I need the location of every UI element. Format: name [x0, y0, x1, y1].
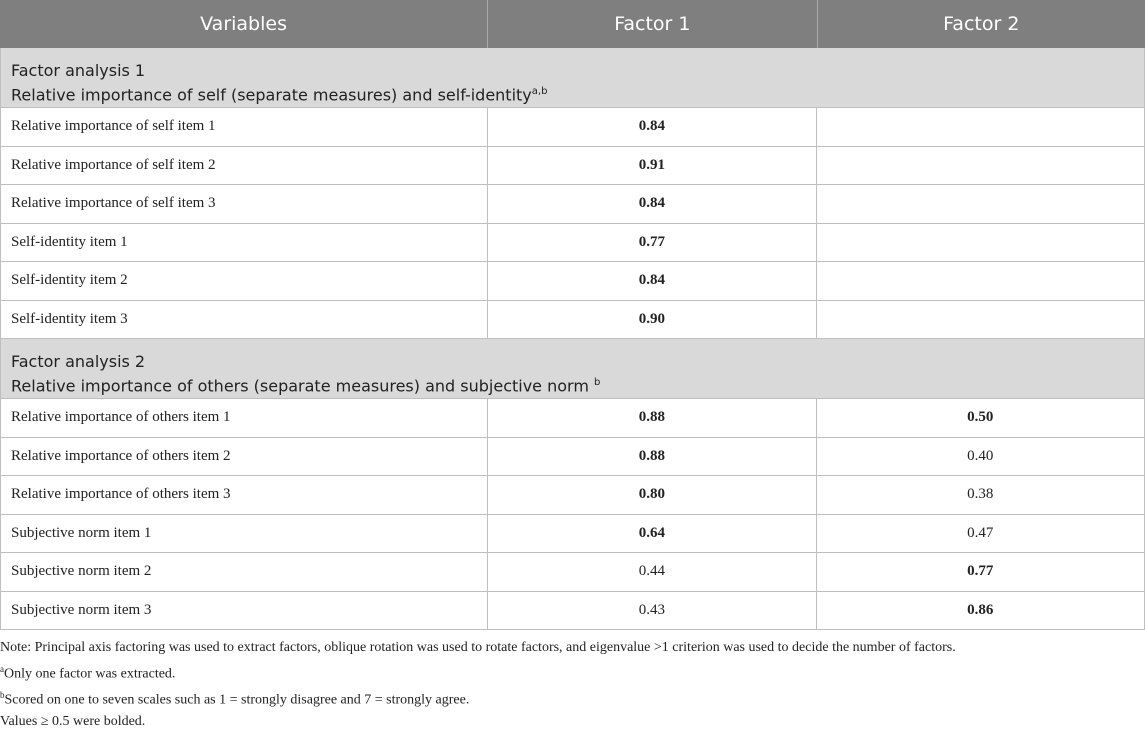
table-row	[0, 147, 1145, 186]
section-subtitle-footnote: b	[594, 377, 601, 388]
row-label: Relative importance of others item 3	[1, 476, 488, 514]
section-subtitle	[11, 81, 1144, 105]
factor-2-value	[817, 224, 1144, 262]
factor-1-value: 0.44	[488, 553, 816, 591]
factor-1-value: 0.43	[488, 592, 816, 630]
factor-2-value: 0.50	[967, 409, 994, 426]
factor-1-value: 0.80	[488, 476, 816, 514]
header-factor-2: Factor 2	[943, 13, 1020, 35]
table-header	[0, 0, 1145, 48]
section-title: Factor analysis 2	[11, 352, 146, 371]
factor-2-value	[817, 185, 1144, 223]
note-a-marker: a	[0, 663, 4, 674]
factor-1-value: 0.88	[488, 438, 816, 476]
note-main: Note: Principal axis factoring was used to extract factors, oblique rotation was used to rotate factors, and eigenvalue >1 criterion was used to decide the number of factors.	[0, 640, 956, 655]
note-b-marker: b	[0, 689, 5, 700]
section-subtitle-footnote: a,b	[531, 86, 548, 97]
row-label: Relative importance of others item 1	[1, 399, 488, 437]
row-label: Relative importance of self item 3	[1, 185, 488, 223]
factor-2-value: 0.86	[967, 601, 994, 618]
table-row	[0, 108, 1145, 147]
row-label: Subjective norm item 1	[1, 515, 488, 553]
table-row	[0, 301, 1145, 340]
factor-1-value: 0.91	[488, 147, 816, 185]
factor-1-value: 0.90	[488, 301, 816, 339]
row-label: Subjective norm item 3	[1, 592, 488, 630]
note-bold: Values ≥ 0.5 were bolded.	[0, 713, 146, 729]
factor-1-value: 0.77	[488, 224, 816, 262]
factor-1-value: 0.84	[488, 185, 816, 223]
factor-2-value	[817, 262, 1144, 300]
factor-2-value	[817, 147, 1144, 185]
row-label: Relative importance of others item 2	[1, 438, 488, 476]
note-b	[0, 685, 1145, 711]
table-row	[0, 553, 1145, 592]
table-row	[0, 515, 1145, 554]
table-row	[0, 399, 1145, 438]
factor-2-value: 0.38	[967, 486, 994, 503]
factor-2-value	[817, 108, 1144, 146]
table-row	[0, 592, 1145, 631]
header-variables: Variables	[0, 0, 488, 48]
factor-1-value: 0.88	[488, 399, 816, 437]
row-label: Self-identity item 2	[1, 262, 488, 300]
factor-2-value: 0.40	[967, 447, 994, 464]
note-b-text: Scored on one to seven scales such as 1 = strongly disagree and 7 = strongly agree.	[4, 692, 470, 708]
table-row	[0, 262, 1145, 301]
note-a	[0, 659, 1145, 685]
section-subtitle-text: Relative importance of self (separate measures) and self-identity	[11, 85, 532, 105]
section-subtitle-text: Relative importance of others (separate measures) and subjective norm	[11, 376, 594, 396]
table-row	[0, 476, 1145, 515]
row-label: Subjective norm item 2	[1, 553, 488, 591]
section-title: Factor analysis 1	[11, 61, 146, 80]
factor-2-value	[817, 301, 1144, 339]
header-factor-1: Factor 1	[488, 0, 817, 48]
factor-1-value: 0.84	[488, 108, 816, 146]
row-label: Relative importance of self item 1	[1, 108, 488, 146]
note-a-text: Only one factor was extracted.	[4, 666, 176, 682]
table-row	[0, 185, 1145, 224]
table-body	[0, 48, 1145, 630]
row-label: Self-identity item 3	[1, 301, 488, 339]
factor-1-value: 0.84	[488, 262, 816, 300]
factor-1-value: 0.64	[488, 515, 816, 553]
row-label: Relative importance of self item 2	[1, 147, 488, 185]
table-row	[0, 438, 1145, 477]
section-subtitle	[11, 372, 1144, 396]
factor-2-value: 0.47	[967, 524, 994, 541]
section-header	[0, 48, 1145, 108]
table-row	[0, 224, 1145, 263]
table-notes	[0, 637, 1145, 732]
section-header	[0, 339, 1145, 399]
factor-2-value: 0.77	[967, 563, 994, 580]
row-label: Self-identity item 1	[1, 224, 488, 262]
